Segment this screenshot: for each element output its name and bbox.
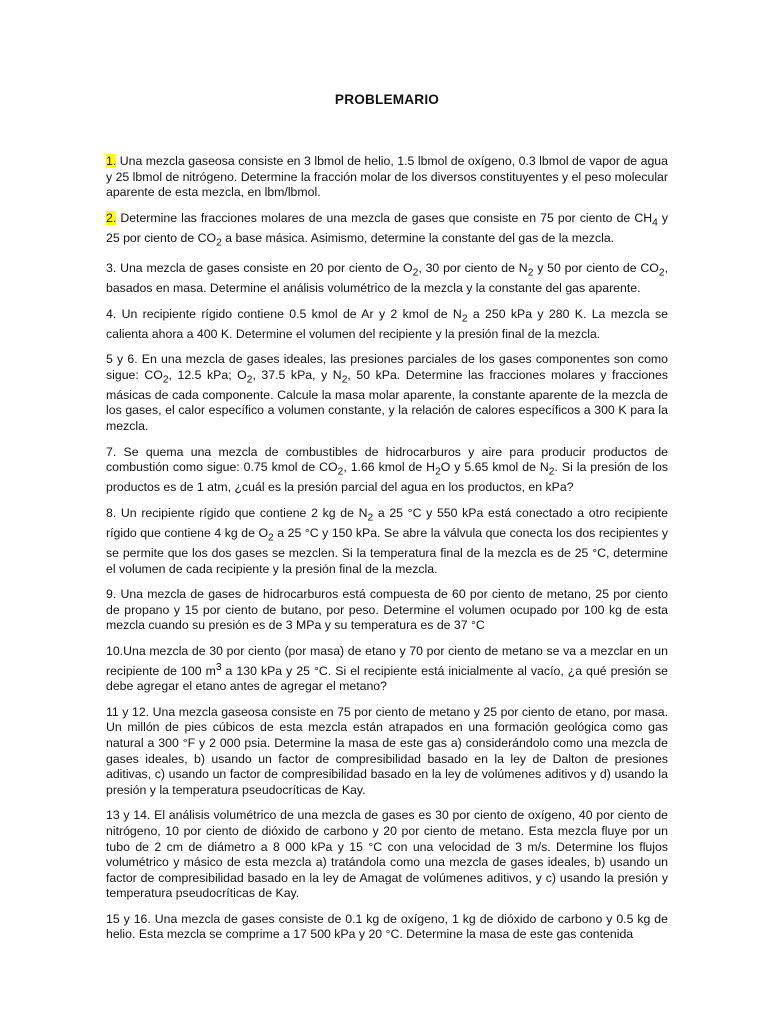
- problem-item: [106, 808, 668, 902]
- problem-item: [106, 644, 668, 695]
- problem-text: Una mezcla gaseosa consiste en 75 por ciento de metano y 25 por ciento de etano, por masa. Un millón de pies cúbicos de esta mezcla están atrapados en una formación geológica como gas natural a 300 °F y 2 000 psia. Determine la masa de este gas a) considerándolo como una mezcla de gases ideales, b) usando un factor de compresibilidad basado en la ley de Dalton de presiones aditivas, c) usando un factor de compresibilidad basado en la ley de volúmenes aditivos y d) usando la presión y la temperatura pseudocríticas de Kay.: [106, 704, 668, 797]
- problem-item: [106, 506, 668, 577]
- problem-number: 10.: [106, 643, 124, 658]
- problem-text: Determine las fracciones molares de una mezcla de gases que consiste en 75 por ciento de $CH_4$ y 25 por ciento de $CO_2$ a base másica. Asimismo, determine la constante del gas de la mezcla.: [106, 210, 668, 249]
- problem-number: 2.: [106, 210, 117, 225]
- problem-number: 13 y 14.: [106, 808, 151, 823]
- problem-item: [106, 261, 668, 297]
- problem-number: 11 y 12.: [106, 704, 150, 719]
- problem-text: Un recipiente rígido contiene 0.5 kmol de Ar y 2 kmol de $N_2$ a 250 kPa y 280 K. La mezcla se calienta ahora a 400 K. Determine el volumen del recipiente y la presión final de la mezcla.: [106, 306, 668, 341]
- problem-text: Una mezcla de gases consiste en 20 por ciento de $O_2$, 30 por ciento de $N_2$ y 50 por ciento de $CO_2$, basados en masa. Determine el análisis volumétrico de la mezcla y la constante del gas aparente.: [106, 260, 668, 295]
- problem-item: [106, 307, 668, 343]
- problem-item: [106, 211, 668, 251]
- problem-number: 15 y 16.: [106, 911, 151, 926]
- page-title: PROBLEMARIO: [334, 92, 440, 107]
- problem-item: [106, 587, 668, 634]
- problem-text: Una mezcla de gases consiste de 0.1 kg de oxígeno, 1 kg de dióxido de carbono y 0.5 kg de helio. Esta mezcla se comprime a 17 500 kPa y 20 °C. Determine la masa de este gas contenida: [106, 911, 668, 942]
- problem-item: [106, 445, 668, 496]
- problem-number: 3.: [106, 260, 117, 275]
- problem-text: En una mezcla de gases ideales, las presiones parciales de los gases componentes son como sigue: $CO_2$, 12.5 kPa; $O_2$, 37.5 kPa, y $N_2$, 50 kPa. Determine las fracciones molares y fracciones másicas de cada componente. Calcule la masa molar aparente, la constante aparente de la mezcla de los gases, el calor específico a volumen constante, y la relación de calores específicos a 300 K para la mezcla.: [106, 352, 668, 433]
- problem-number: 1.: [106, 154, 117, 168]
- problem-number: 5 y 6.: [106, 352, 138, 367]
- problem-item: [106, 352, 668, 434]
- problem-item: [106, 154, 668, 201]
- problem-number: 7.: [106, 444, 117, 459]
- problem-number: 8.: [106, 505, 117, 520]
- problem-text: El análisis volumétrico de una mezcla de gases es 30 por ciento de oxígeno, 40 por ciento de nitrógeno, 10 por ciento de dióxido de carbono y 20 por ciento de metano. Esta mezcla fluye por un tubo de 2 cm de diámetro a 8 000 kPa y 15 °C con una velocidad de 3 m/s. Determine los flujos volumétrico y másico de esta mezcla a) tratándola como una mezcla de gases ideales, b) usando un factor de compresibilidad basado en la ley de Amagat de volúmenes aditivos, y c) usando la presión y temperatura pseudocríticas de Kay.: [106, 808, 668, 901]
- problem-item: [106, 912, 668, 943]
- problem-text: Una mezcla de 30 por ciento (por masa) de etano y 70 por ciento de metano se va a mezclar en un recipiente de 100 $m^3$ a 130 kPa y 25 °C. Si el recipiente está inicialmente al vacío, ¿a qué presión se debe agregar el etano antes de agregar el metano?: [106, 643, 668, 694]
- problem-list: [106, 154, 668, 943]
- problem-text: Una mezcla gaseosa consiste en 3 lbmol de helio, 1.5 lbmol de oxígeno, 0.3 lbmol de vapor de agua y 25 lbmol de nitrógeno. Determine la fracción molar de los diversos constituyentes y el peso molecular aparente de esta mezcla, en lbm/lbmol.: [106, 154, 668, 200]
- problem-number: 9.: [106, 587, 117, 602]
- problem-number: 4.: [106, 306, 117, 321]
- problem-text: Un recipiente rígido que contiene 2 kg de $N_2$ a 25 °C y 550 kPa está conectado a otro recipiente rígido que contiene 4 kg de $O_2$ a 25 °C y 150 kPa. Se abre la válvula que conecta los dos recipientes y se permite que los dos gases se mezclen. Si la temperatura final de la mezcla es de 25 °C, determine el volumen de cada recipiente y la presión final de la mezcla.: [106, 505, 669, 576]
- problem-item: [106, 705, 668, 799]
- problem-text: Se quema una mezcla de combustibles de hidrocarburos y aire para producir productos de combustión como sigue: 0.75 kmol de $CO_2$, 1.66 kmol de $H_2O$ y 5.65 kmol de $N_2$. Si la presión de los productos es de 1 atm, ¿cuál es la presión parcial del agua en los productos, en kPa?: [106, 444, 668, 495]
- problem-text: Una mezcla de gases de hidrocarburos está compuesta de 60 por ciento de metano, 25 por ciento de propano y 15 por ciento de butano, por peso. Determine el volumen ocupado por 100 kg de esta mezcla cuando su presión es de 3 MPa y su temperatura es de 37 °C: [106, 587, 668, 633]
